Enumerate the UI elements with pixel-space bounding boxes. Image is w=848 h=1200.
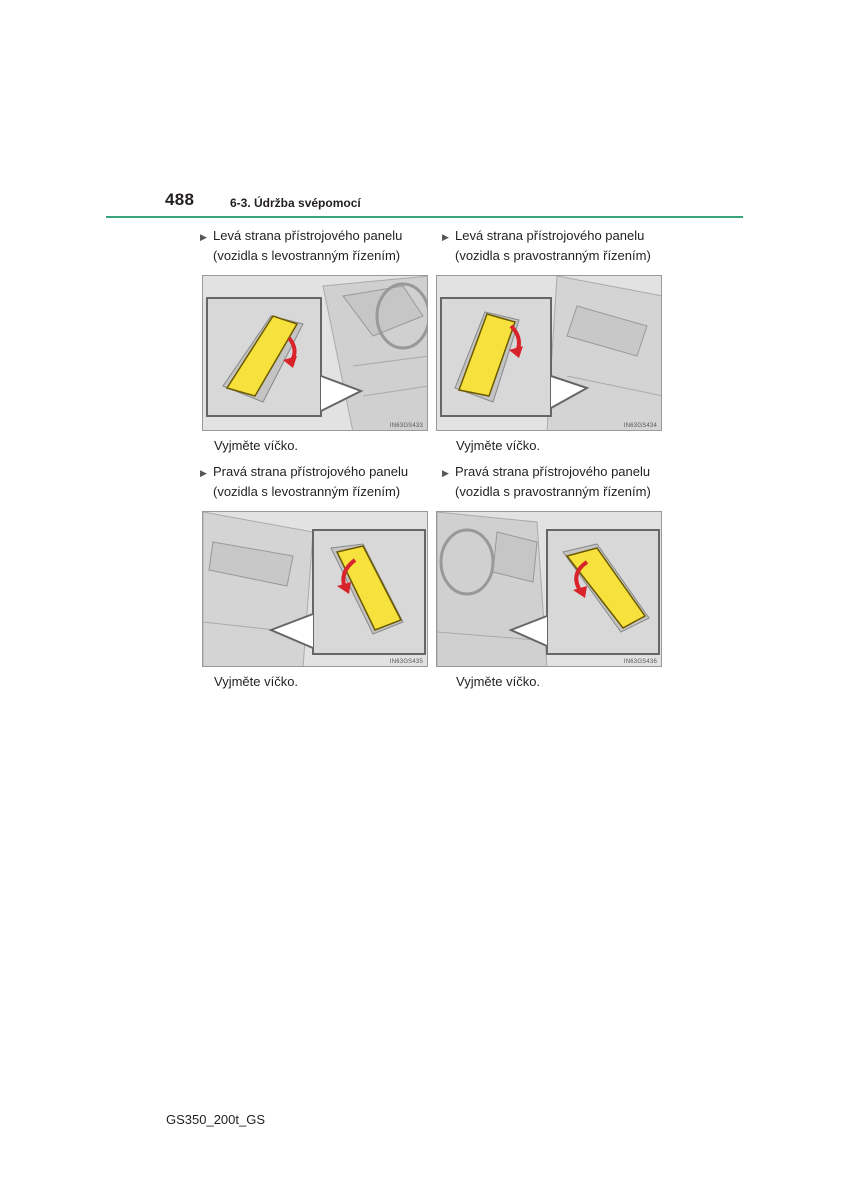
- heading-line-1: Pravá strana přístrojového panelu: [455, 464, 651, 479]
- figure-left-side-lhd: [202, 275, 428, 431]
- dashboard-illustration: [437, 276, 662, 431]
- item-heading-4: [442, 462, 682, 502]
- page-number: 488: [165, 190, 195, 209]
- heading-line-2: (vozidla s pravostranným řízením): [455, 248, 651, 263]
- header-rule: [106, 216, 743, 218]
- section-title: 6-3. Údržba svépomocí: [230, 196, 361, 210]
- figure-code: IN63GS436: [623, 659, 657, 665]
- figure-right-side-rhd: [436, 511, 662, 667]
- figure-code: IN63GS433: [389, 423, 423, 429]
- heading-line-1: Levá strana přístrojového panelu: [455, 228, 645, 243]
- heading-line-2: (vozidla s levostranným řízením): [213, 248, 401, 263]
- dashboard-illustration: [203, 512, 428, 667]
- heading-line-1: Levá strana přístrojového panelu: [213, 228, 403, 243]
- bullet-triangle-icon: ▶: [442, 232, 449, 242]
- bullet-triangle-icon: ▶: [442, 468, 449, 478]
- figure-right-side-lhd: [202, 511, 428, 667]
- heading-line-2: (vozidla s pravostranným řízením): [455, 484, 651, 499]
- item-heading-2: [442, 226, 682, 266]
- caption-2: Vyjměte víčko.: [456, 438, 541, 453]
- caption-1: Vyjměte víčko.: [214, 438, 299, 453]
- figure-code: IN63GS435: [389, 659, 423, 665]
- dashboard-illustration: [203, 276, 428, 431]
- bullet-triangle-icon: ▶: [200, 468, 207, 478]
- caption-3: Vyjměte víčko.: [214, 674, 299, 689]
- caption-4: Vyjměte víčko.: [456, 674, 541, 689]
- heading-line-2: (vozidla s levostranným řízením): [213, 484, 401, 499]
- item-heading-1: [200, 226, 440, 266]
- figure-left-side-rhd: [436, 275, 662, 431]
- bullet-triangle-icon: ▶: [200, 232, 207, 242]
- footer-model: GS350_200t_GS: [166, 1112, 266, 1127]
- figure-code: IN63GS434: [623, 423, 657, 429]
- heading-line-1: Pravá strana přístrojového panelu: [213, 464, 409, 479]
- dashboard-illustration: [437, 512, 662, 667]
- item-heading-3: [200, 462, 440, 502]
